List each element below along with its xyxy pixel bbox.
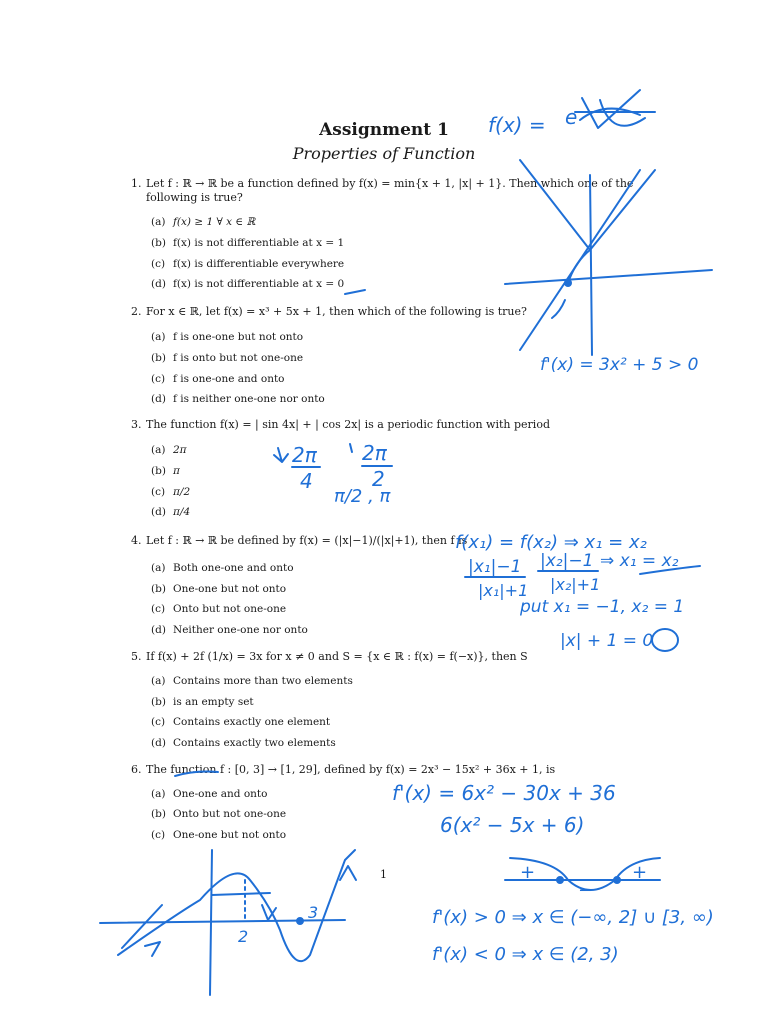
option: (b) is an empty set [151,696,254,708]
ink-e: e [565,105,578,129]
option: (c) π/2 [151,486,191,498]
option: (a) f(x) ≥ 1 ∀ x ∈ ℝ [151,216,256,228]
ink-q6-line1: f'(x) = 6x² − 30x + 36 [392,781,616,805]
question-2: 2. For x ∈ ℝ, let f(x) = x³ + 5x + 1, then which of the following is true? [131,305,527,318]
ink-g2: 2 [238,927,249,946]
ink-scribble-2 [580,109,640,120]
ink-arrow [274,448,288,462]
ink-four: 4 [300,469,313,493]
option: (a) Both one-one and onto [151,562,294,574]
ink-twopi: 2π [292,443,317,467]
question-text: For x ∈ ℝ, let f(x) = x³ + 5x + 1, then which of the following is true? [146,305,527,318]
ink-q4-num1: |x₁|−1 [468,557,522,577]
ink-arrow-left [145,942,160,956]
ink-sign-pt2 [614,877,620,883]
option: (b) π [151,465,180,477]
page-title: Assignment 1 [319,120,449,140]
ink-sign-pt1 [557,877,563,883]
option: (c) Onto but not one-one [151,603,287,615]
ink-halfpi: π/2 , π [334,486,391,507]
ink-plus2: + [632,862,648,883]
option: (c) f is one-one and onto [151,373,285,385]
option: (d) π/4 [151,506,191,518]
ink-cubic-curve [118,850,355,961]
ink-q4-line1: f(x₁) = f(x₂) ⇒ x₁ = x₂ [455,532,647,553]
question-4: 4. Let f : ℝ → ℝ be defined by f(x) = (|x|−1)/(|x|+1), then f is [131,534,468,547]
option: (c) f(x) is differentiable everywhere [151,258,345,270]
question-3: 3. The function f(x) = | sin 4x| + | cos 2x| is a periodic function with period [131,418,550,431]
option: (a) Contains more than two elements [151,675,353,687]
ink-x-axis [505,270,712,284]
ink-fx: f(x) = [488,113,546,137]
ink-q6-line2: 6(x² − 5x + 6) [440,813,585,837]
ink-two: 2 [372,467,385,491]
ink-arrow-2 [350,444,352,452]
question-text: The function f(x) = | sin 4x| + | cos 2x| is a periodic function with period [146,418,550,431]
option: (a) 2π [151,444,187,456]
option: (c) One-one but not onto [151,829,287,841]
option: (d) Contains exactly two elements [151,737,336,749]
option: (b) One-one but not onto [151,583,287,595]
question-5: 5. If f(x) + 2f (1/x) = 3x for x ≠ 0 and S = {x ∈ ℝ : f(x) = f(−x)}, then S [131,650,528,663]
question-text: If f(x) + 2f (1/x) = 3x for x ≠ 0 and S = {x ∈ ℝ : f(x) = f(−x)}, then S [146,650,528,663]
ink-cubic-left [122,905,162,948]
ink-fprime-q2: f'(x) = 3x² + 5 > 0 [540,355,699,375]
page-number: 1 [380,868,387,881]
ink-q4-put: put x₁ = −1, x₂ = 1 [520,597,685,617]
page-subtitle: Properties of Function [292,144,476,163]
option: (b) f(x) is not differentiable at x = 1 [151,237,345,249]
question-text: The function f : [0, 3] → [1, 29], defined by f(x) = 2x³ − 15x² + 36x + 1, is [146,763,556,776]
ink-cubic-y-axis [210,850,212,995]
ink-point [565,280,571,286]
ink-g3-pt [297,918,303,924]
question-text: Let f : ℝ → ℝ be defined by f(x) = (|x|−1)/(|x|+1), then f is [146,534,468,547]
ink-cubic-x-axis [100,920,345,923]
ink-increasing: f'(x) > 0 ⇒ x ∈ (−∞, 2] ∪ [3, ∞) [432,907,714,928]
ink-arrow-mid [262,905,276,920]
ink-dash-h [212,893,270,895]
ink-sign-curve [510,858,660,890]
option: (b) f is onto but not one-one [151,352,304,364]
option: (a) f is one-one but not onto [151,331,304,343]
ink-q4-underline [640,566,700,574]
question-1 [131,177,633,205]
option: (d) Neither one-one nor onto [151,624,308,636]
ink-arrow-right [340,866,356,880]
ink-q4-num2: |x₂|−1 [540,551,594,571]
ink-q4-den2: |x₂|+1 [550,575,601,594]
option: (d) f is neither one-one nor onto [151,393,325,405]
ink-plus1: + [520,862,536,883]
option: (c) Contains exactly one element [151,716,331,728]
ink-min-curve [568,250,590,283]
ink-abs-graph [520,160,655,250]
question-6: 6. The function f : [0, 3] → [1, 29], defined by f(x) = 2x³ − 15x² + 36x + 1, is [131,763,556,776]
question-number: 1. [131,177,142,190]
ink-q4-abs: |x| + 1 = 0 [560,631,654,651]
ink-g3: 3 [308,903,319,922]
ink-decreasing: f'(x) < 0 ⇒ x ∈ (2, 3) [432,944,619,965]
ink-minus: − [578,880,594,901]
ink-q4-impl: ⇒ x₁ = x₂ [600,551,679,571]
ink-underline [345,290,365,294]
option: (a) One-one and onto [151,788,268,800]
ink-tick [552,300,565,318]
question-text-cont: following is true? [146,191,243,204]
option: (d) f(x) is not differentiable at x = 0 [151,278,345,290]
ink-q4-circle [652,629,678,651]
ink-q4-den1: |x₁|+1 [478,581,529,600]
question-text: Let f : ℝ → ℝ be a function defined by f(x) = min{x + 1, |x| + 1}. Then which one of the [146,177,634,190]
option: (b) Onto but not one-one [151,808,287,820]
ink-twopi-2: 2π [362,441,387,465]
